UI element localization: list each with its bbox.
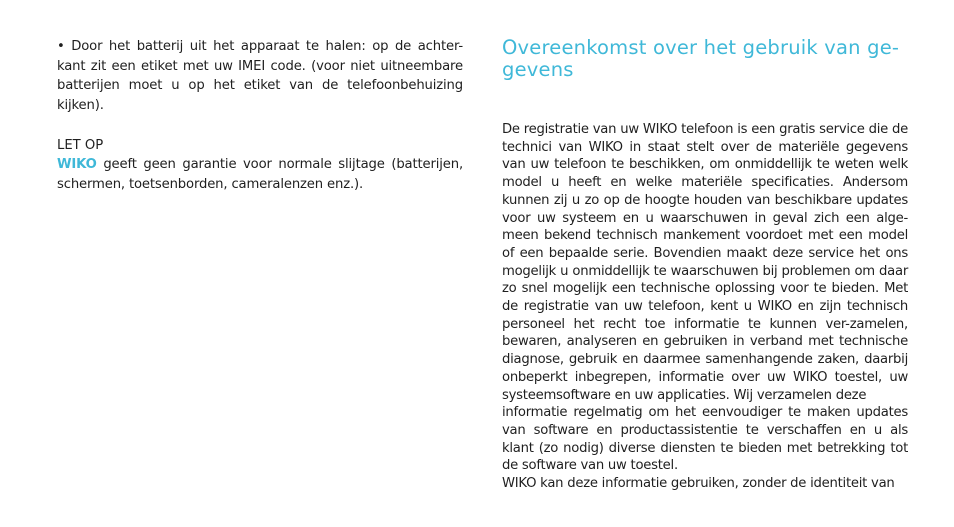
right-column [502, 37, 908, 493]
imei-bullet-paragraph: • Door het batterij uit het apparaat te halen: op de achter-kant zit een etiket met uw IMEI code. (voor niet uitneembare batterijen moet u op het etiket van de telefoonbehuizing kijken). [57, 39, 463, 113]
section-heading: Overeenkomst over het gebruik van ge-gevens [502, 36, 900, 81]
notice-text: geeft geen garantie voor normale slijtage (batterijen, schermen, toetsenborden, cameralenzen enz.). [57, 157, 463, 192]
notice-title: LET OP [57, 138, 104, 153]
notice-paragraph [57, 155, 463, 194]
brand-name: WIKO [57, 157, 97, 172]
information-paragraph: informatie regelmatig om het eenvoudiger te maken updates van software en productassistentie te verschaffen en u als klant (zo nodig) diverse diensten te bieden met betrekking tot de software van uw toestel. [502, 405, 908, 474]
registration-paragraph: De registratie van uw WIKO telefoon is een gratis service die de technici van WIKO in staat stelt over de materiële gegevens van uw telefoon te beschikken, om onmiddellijk te weten welk model u heeft en welke materiële specificaties. Andersom kunnen zij u zo op de hoogte houden van beschikbare updates voor uw systeem en u waarschuwen in geval zich een alge-meen bekend technisch mankement voordoet met een model of een bepaalde serie. Bovendien maakt deze service het ons mogelijk u onmiddellijk te waarschuwen bij problemen om daar zo snel mogelijk een technische oplossing voor te bieden. Met de registratie van uw telefoon, kent u WIKO en zijn technisch personeel het recht toe informatie te kunnen ver-zamelen, bewaren, analyseren en gebruiken in verband met technische diagnose, gebruik en daarmee samenhangende zaken, daarbij onbeperkt inbegrepen, informatie over uw WIKO toestel, uw systeemsoftware en uw applicaties. Wij verzamelen deze [502, 122, 908, 403]
usage-paragraph: WIKO kan deze informatie gebruiken, zonder de identiteit van [502, 476, 895, 492]
left-column [57, 37, 463, 194]
